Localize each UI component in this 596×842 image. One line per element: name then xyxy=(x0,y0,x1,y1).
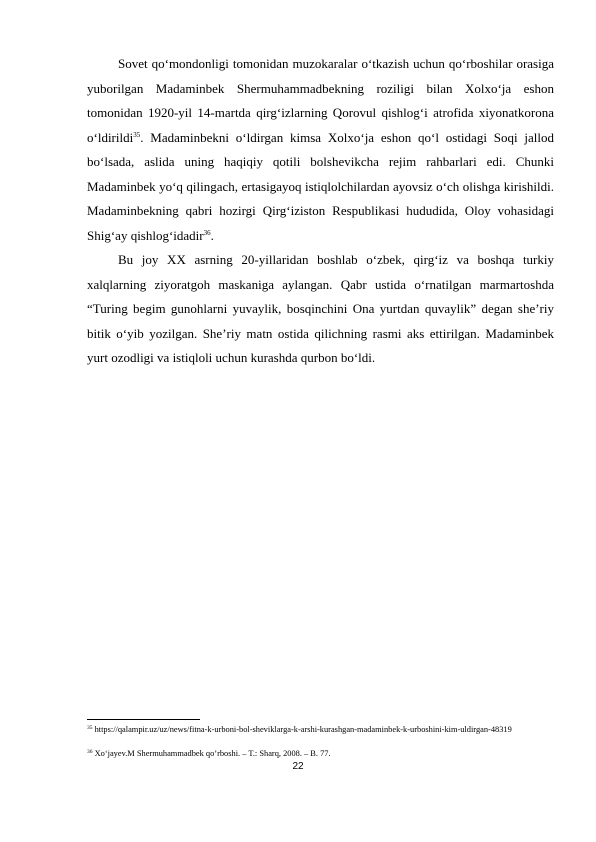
page-number: 22 xyxy=(292,761,304,772)
footnote-36-mark: 36 xyxy=(87,749,93,755)
paragraph-1 xyxy=(87,52,554,248)
footnote-ref-35[interactable]: 35 xyxy=(133,130,141,139)
paragraph-1-text-b: . Madaminbekni o‘ldirgan kimsa Xolxo‘ja eshon qo‘l ostidagi Soqi jallod bo‘lsada, aslida uning haqiqiy qotili bolshevikcha rejim rahbarlari edi. Chunki Madaminbek yo‘q qilingach, ertasigayoq istiqlolchilardan ayovsiz o‘ch olishga kirishildi. Madaminbekning qabri hozirgi Qirg‘iziston Respublikasi hududida, Oloy vohasidagi Shig‘ay qishlog‘idadir xyxy=(87,129,554,243)
footnote-36-text: Xo‘jayev.M Shermuhammadbek qo’rboshi. – T.: Sharq, 2008. – B. 77. xyxy=(94,749,331,758)
paragraph-2: Bu joy XX asrning 20-yillaridan boshlab o‘zbek, qirg‘iz va boshqa turkiy xalqlarning ziyoratgoh maskaniga aylangan. Qabr ustida o‘rnatilgan marmartoshda “Turing begim gunohlarni yuvaylik, bosqinchini Ona yurtdan quvaylik” degan she’riy bitik o‘yib yozilgan. She’riy matn ostida qilichning rasmi aks ettirilgan. Madaminbek yurt ozodligi va istiqloli uchun kurashda qurbon bo‘ldi. xyxy=(87,252,554,365)
footnote-36 xyxy=(87,748,560,759)
paragraph-1-end: . xyxy=(210,227,214,243)
footnote-ref-36[interactable]: 36 xyxy=(203,228,211,237)
footnote-35-mark: 35 xyxy=(87,725,93,731)
footnote-35 xyxy=(87,724,560,735)
footnote-35-link[interactable]: https://qalampir.uz/uz/news/fitna-k-urboni-bol-sheviklarga-k-arshi-kurashgan-madaminbek-k-urboshini-kim-uldirgan-48319 xyxy=(94,725,512,734)
paragraph-1-text-a: Sovet qo‘mondonligi tomonidan muzokaralar o‘tkazish uchun qo‘rboshilar orasiga yuborilgan Madaminbek Shermuhammadbekning roziligi bilan Xolxo‘ja eshon tomonidan 1920-yil 14-martda qirg‘izlarning Qorovul qishlog‘i atrofida xiyonatkorona o‘ldirildi xyxy=(87,56,554,145)
footnote-separator xyxy=(87,719,200,720)
